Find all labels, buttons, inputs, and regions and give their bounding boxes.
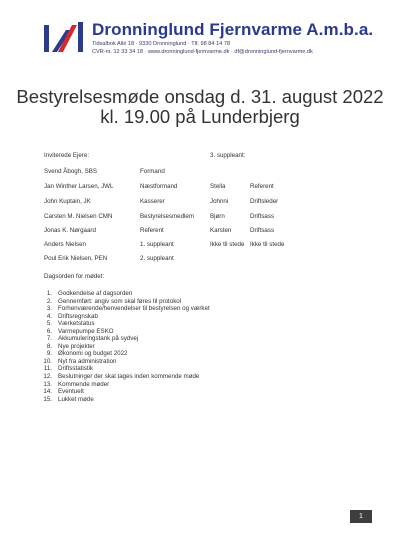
invited-heading: Inviterede Ejere: xyxy=(44,152,90,159)
agenda-item xyxy=(38,350,210,358)
agenda-item xyxy=(38,290,210,298)
invited-name: Anders Nielsen xyxy=(44,241,86,248)
invited-name: Jonas K. Nørgaard xyxy=(44,227,96,234)
staff-role: Driftsleder xyxy=(250,198,279,205)
invited-role: Referent xyxy=(140,227,164,234)
agenda-item xyxy=(38,388,210,396)
agenda-text: Nye projekter xyxy=(58,342,95,350)
agenda-item xyxy=(38,343,210,351)
agenda-number: 5. xyxy=(46,320,52,328)
agenda-number: 13. xyxy=(43,380,52,388)
staff-name: Stella xyxy=(210,183,226,190)
staff-name: Ikke til stede xyxy=(210,241,245,248)
agenda-text: Driftsstatistik xyxy=(58,365,94,373)
company-logo xyxy=(44,22,84,52)
agenda-text: Værketstatus xyxy=(58,320,95,328)
staff-role: Driftsass xyxy=(250,227,275,234)
agenda-text: Eventuelt xyxy=(58,388,84,396)
invited-name: Svend Åbogh, SBS xyxy=(44,168,97,175)
invited-role: Bestyrelsesmedlem xyxy=(140,213,194,220)
company-name: Dronninglund Fjernvarme A.m.b.a. xyxy=(92,20,374,39)
agenda-number: 6. xyxy=(46,327,52,335)
agenda-item xyxy=(38,358,210,366)
staff-role: Driftsass xyxy=(250,213,275,220)
agenda-number: 9. xyxy=(46,350,52,358)
agenda-text: Nyt fra administration xyxy=(58,357,117,365)
invited-role: Kasserer xyxy=(140,198,165,205)
agenda-text: Akkumuleringstank på sydvej xyxy=(58,335,139,343)
agenda-item xyxy=(38,381,210,389)
agenda-number: 14. xyxy=(43,388,52,396)
agenda-text: Kommende møder xyxy=(58,380,110,388)
agenda-number: 11. xyxy=(43,365,52,373)
address-line-2: CVR-nr. 12 33 34 18 · www.dronninglund-fjernvarme.dk · df@dronninglund-fjernvarme.dk xyxy=(92,48,313,55)
staff-name: Johnni xyxy=(210,198,229,205)
agenda-number: 15. xyxy=(43,395,52,403)
agenda-item xyxy=(38,328,210,336)
agenda-text: Forhenværende/henvendelser til bestyrelsen og værket xyxy=(58,305,210,313)
agenda-number: 4. xyxy=(46,312,52,320)
agenda-text: Varmepumpe ESKO xyxy=(58,327,114,335)
agenda-item xyxy=(38,373,210,381)
agenda-item xyxy=(38,320,210,328)
invited-role: Formand xyxy=(140,168,165,175)
agenda-text: Godkendelse af dagsorden xyxy=(58,290,133,297)
agenda-number: 3. xyxy=(46,305,52,313)
invited-role: 2. suppleant xyxy=(140,255,174,262)
agenda-number: 8. xyxy=(46,342,52,350)
address-line-1: Tidsalbok Allé 18 · 9330 Dronninglund · Tlf. 98 84 14 78 xyxy=(92,41,231,47)
agenda-text: Lukket møde xyxy=(58,395,94,403)
staff-role: Referent xyxy=(250,183,274,190)
agenda-number: 7. xyxy=(46,335,52,343)
invited-name: Poul Erik Nielsen, PEN xyxy=(44,255,108,262)
agenda-item xyxy=(38,313,210,321)
agenda-text: Økonomi og budget 2022 xyxy=(58,350,128,358)
agenda-number: 10. xyxy=(43,357,52,365)
staff-name: Karsten xyxy=(210,227,232,234)
invited-name: John Kuptain, JK xyxy=(44,198,91,205)
agenda-text: Beslutninger der skal tages inden kommende møde xyxy=(58,373,200,381)
agenda-number: 2. xyxy=(46,297,52,305)
agenda-text: Gennemført: angiv som skal føres til protokol xyxy=(58,297,182,305)
staff-role: Ikke til stede xyxy=(250,241,285,248)
agenda-heading: Dagsorden for mødet: xyxy=(44,273,105,280)
page-number: 1 xyxy=(350,510,372,523)
staff-name: Bjørn xyxy=(210,213,225,220)
agenda-item xyxy=(38,396,210,404)
company-address xyxy=(92,41,313,56)
invited-name: Carsten M. Nielsen CMN xyxy=(44,213,113,220)
agenda-item xyxy=(38,335,210,343)
invited-role: Næstformand xyxy=(140,183,178,190)
meeting-title: Bestyrelsesmøde onsdag d. 31. august 2022 xyxy=(16,86,384,107)
invited-role: 1. suppleant xyxy=(140,241,174,248)
invited-name: Jan Winther Larsen, JWL xyxy=(44,183,114,190)
agenda-item xyxy=(38,305,210,313)
agenda-item xyxy=(38,365,210,373)
agenda-text: Driftsregnskab xyxy=(58,312,98,320)
agenda-number: 1. xyxy=(46,290,52,297)
agenda-item xyxy=(38,298,210,306)
agenda-list xyxy=(38,290,210,403)
agenda-number: 12. xyxy=(43,373,52,381)
meeting-subtitle: kl. 19.00 på Lunderbjerg xyxy=(100,106,300,127)
right-panel-heading: 3. suppleant: xyxy=(210,152,246,159)
